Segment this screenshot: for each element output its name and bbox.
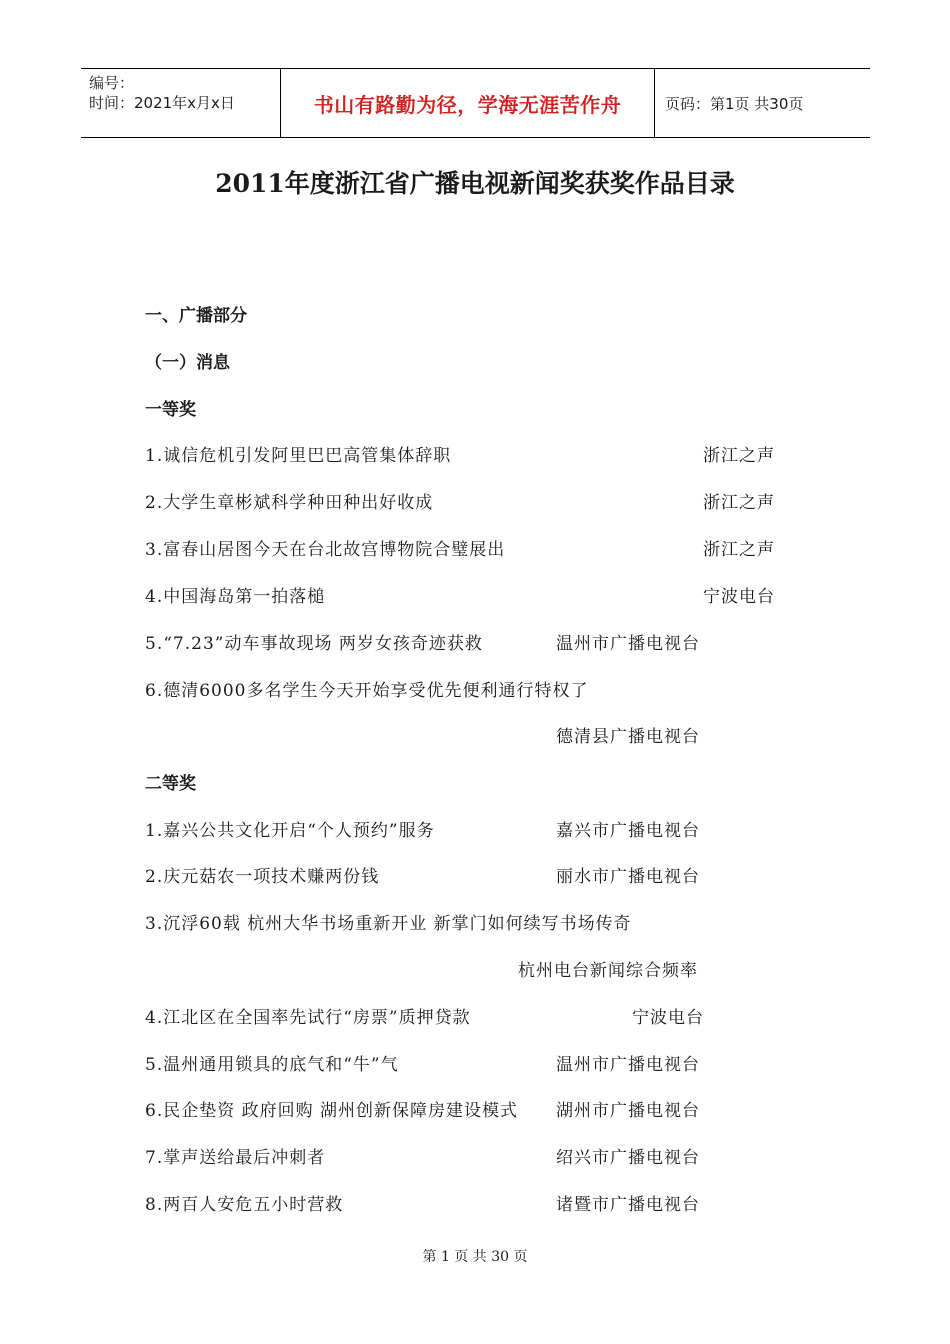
list-item: 6.民企垫资 政府回购 湖州创新保障房建设模式 <box>145 1101 519 1121</box>
header-motto: 书山有路勤为径，学海无涯苦作舟 <box>313 92 622 117</box>
page-header <box>81 68 870 138</box>
list-item-org: 宁波电台 <box>703 587 775 607</box>
document-title: 2011年度浙江省广播电视新闻奖获奖作品目录 <box>215 169 735 198</box>
list-item: 8.两百人安危五小时营救 <box>145 1195 344 1215</box>
list-item: 3.富春山居图今天在台北故宫博物院合璧展出 <box>145 540 506 560</box>
subsection-heading: （一）消息 <box>145 353 230 373</box>
first-prize-heading: 一等奖 <box>145 400 196 420</box>
list-item-org: 浙江之声 <box>703 446 775 466</box>
list-item: 2.庆元菇农一项技术赚两份钱 <box>145 867 380 887</box>
header-motto-cell <box>281 69 655 137</box>
list-item-org: 湖州市广播电视台 <box>556 1101 700 1121</box>
list-item: 5.“7.23”动车事故现场 两岁女孩奇迹获救 <box>145 634 483 654</box>
header-page-info: 页码：第1页 共30页 <box>665 94 804 113</box>
list-item-org: 浙江之声 <box>703 493 775 513</box>
list-item-org: 杭州电台新闻综合频率 <box>518 961 698 981</box>
header-meta <box>81 69 281 137</box>
page-footer: 第 1 页 共 30 页 <box>422 1249 528 1265</box>
list-item: 4.江北区在全国率先试行“房票”质押贷款 <box>145 1008 471 1028</box>
list-item-org: 嘉兴市广播电视台 <box>556 821 700 841</box>
section-heading: 一、广播部分 <box>145 306 247 326</box>
list-item: 2.大学生章彬斌科学种田种出好收成 <box>145 493 434 513</box>
list-item: 5.温州通用锁具的底气和“牛”气 <box>145 1055 399 1075</box>
list-item: 7.掌声送给最后冲刺者 <box>145 1148 326 1168</box>
list-item-org: 温州市广播电视台 <box>556 1055 700 1075</box>
list-item: 1.嘉兴公共文化开启“个人预约”服务 <box>145 821 435 841</box>
document-number-label: 编号： <box>89 74 135 92</box>
list-item-org: 温州市广播电视台 <box>556 634 700 654</box>
list-item-org: 诸暨市广播电视台 <box>556 1195 700 1215</box>
list-item: 6.德清6000多名学生今天开始享受优先便利通行特权了 <box>145 681 589 701</box>
list-item: 1.诚信危机引发阿里巴巴高管集体辞职 <box>145 446 452 466</box>
list-item-org: 德清县广播电视台 <box>556 727 700 747</box>
list-item-org: 浙江之声 <box>703 540 775 560</box>
list-item: 3.沉浮60载 杭州大华书场重新开业 新掌门如何续写书场传奇 <box>145 914 632 934</box>
list-item-org: 绍兴市广播电视台 <box>556 1148 700 1168</box>
list-item-org: 丽水市广播电视台 <box>556 867 700 887</box>
second-prize-heading: 二等奖 <box>145 774 196 794</box>
document-time-label: 时间：2021年x月x日 <box>89 94 235 112</box>
list-item-org: 宁波电台 <box>632 1008 704 1028</box>
list-item: 4.中国海岛第一拍落槌 <box>145 587 326 607</box>
